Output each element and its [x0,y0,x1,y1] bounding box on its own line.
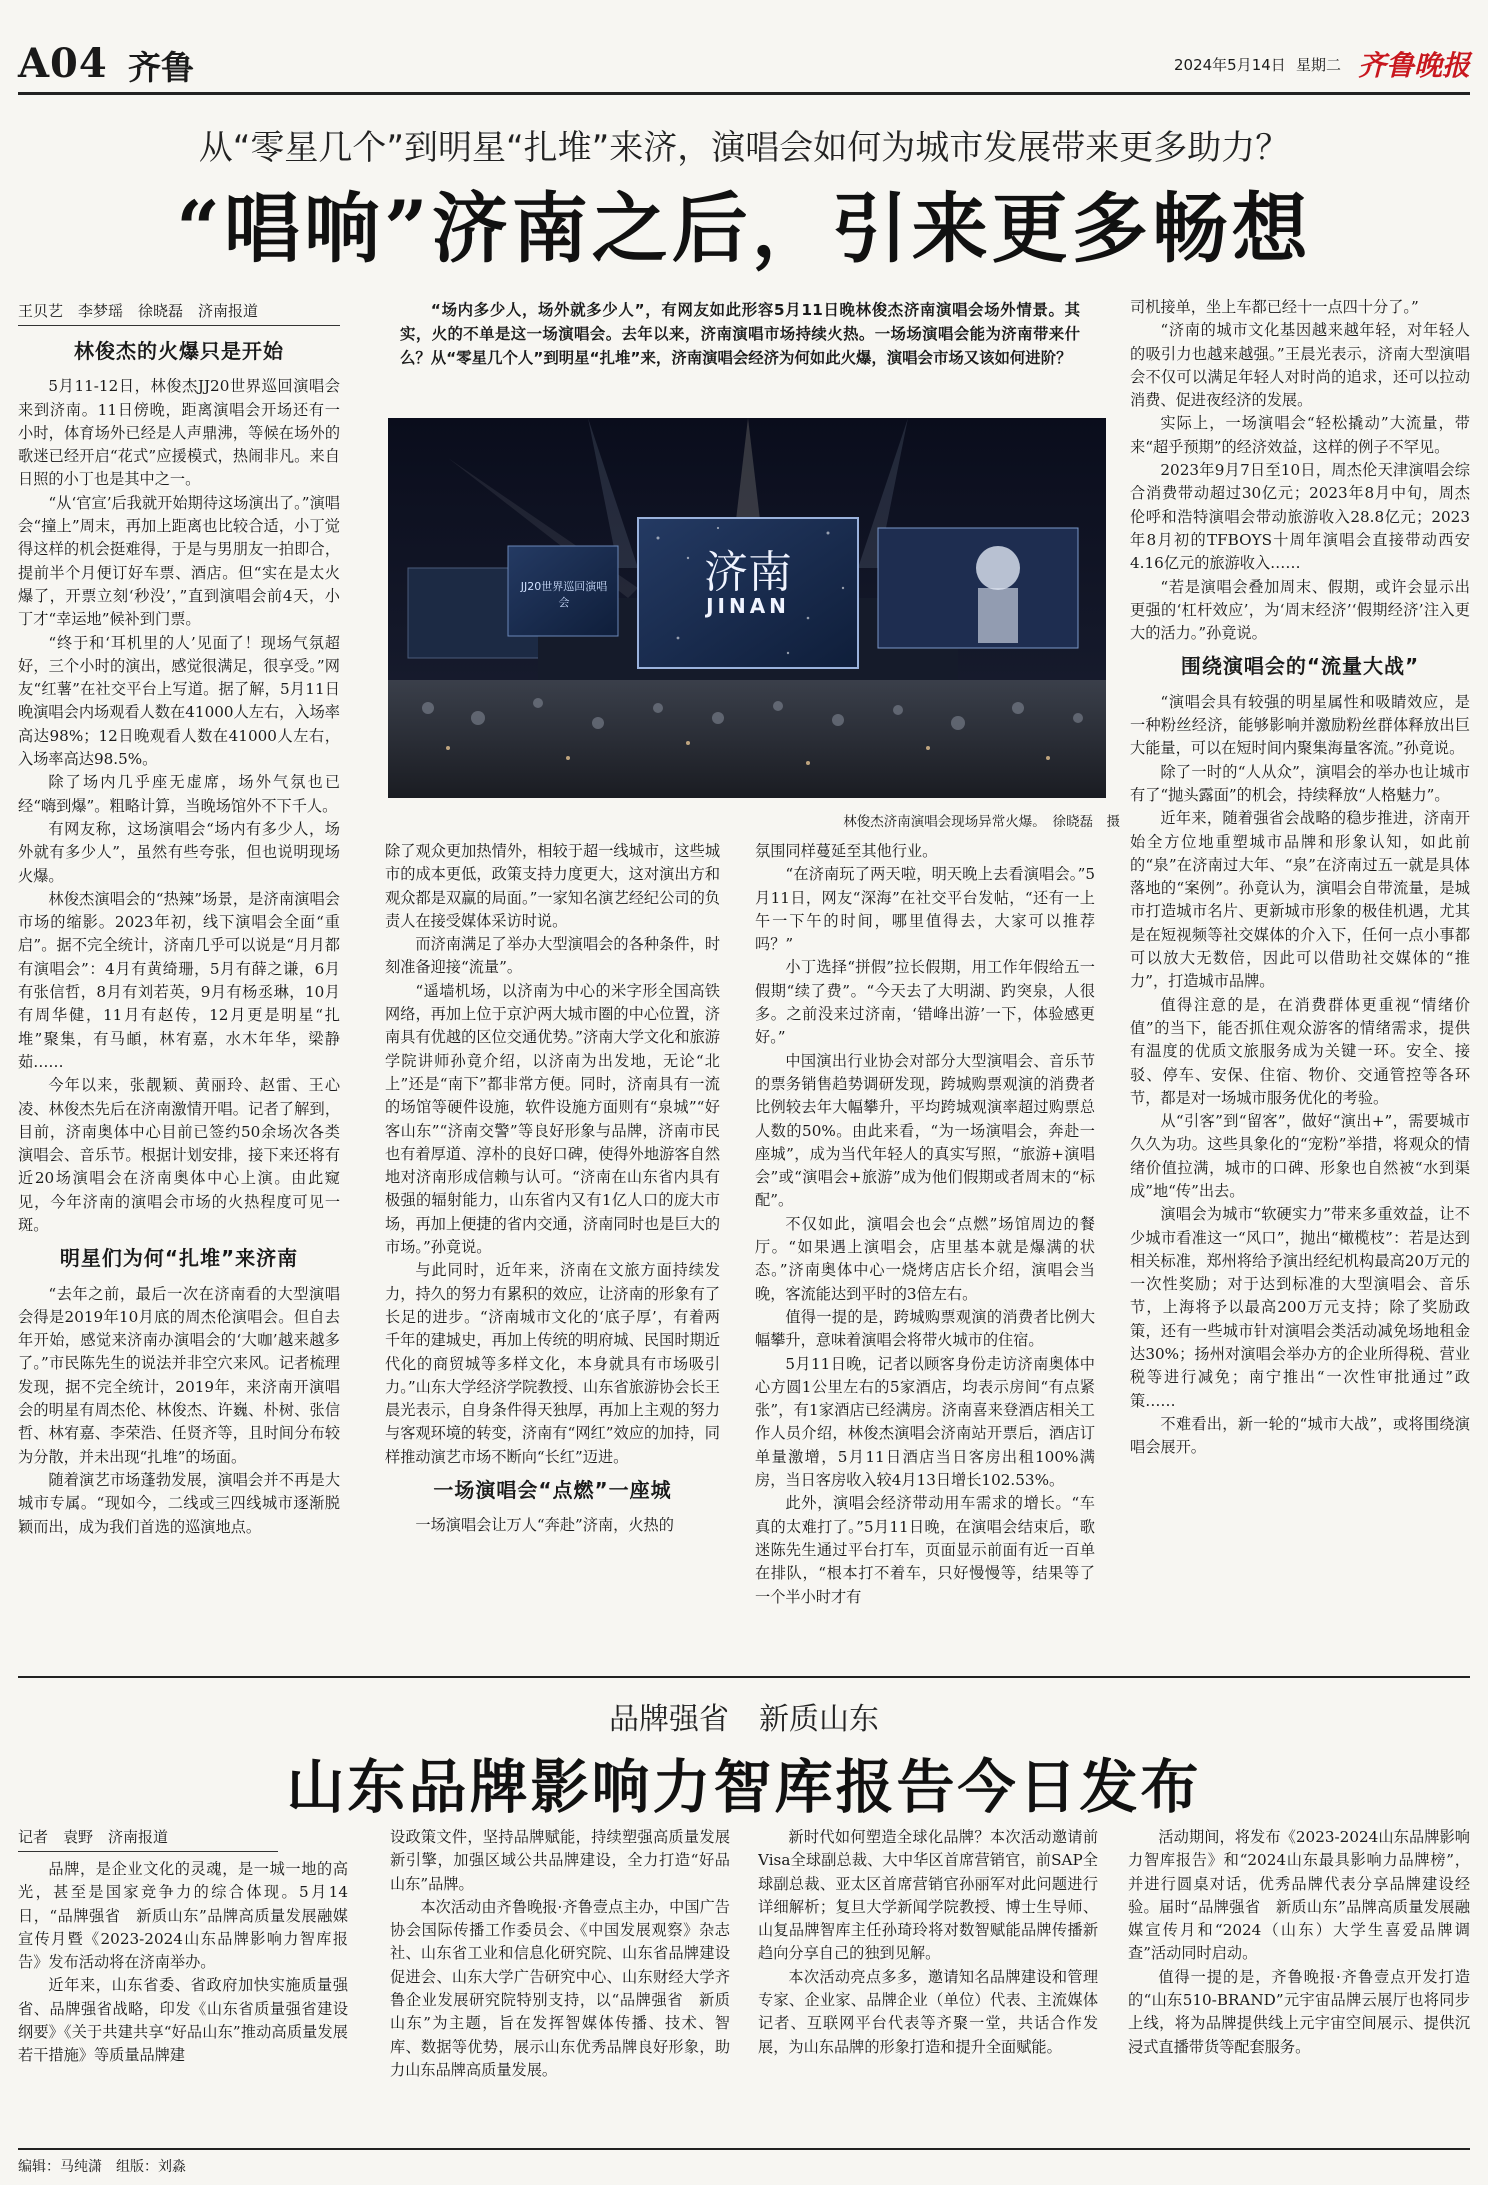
header-rule [18,92,1470,95]
paragraph: 近年来，随着强省会战略的稳步推进，济南开始全方位地重塑城市品牌和形象认知，如此前的“泉”在济南过大年、“泉”在济南过五一就是具体落地的“案例”。孙竟认为，演唱会自带流量，是城市打造城市名片、更新城市形象的极佳机遇，尤其是在短视频等社交媒体的介入下，任何一点小事都可以放大无数倍，因此可以借助社交媒体的“推力”，打造城市品牌。 [1130,809,1470,991]
article2-headline: 山东品牌影响力智库报告今日发布 [286,1753,1202,1821]
paragraph: 从“引客”到“留客”，做好“演出+”，需要城市久久为功。这些具象化的“宠粉”举措，将观众的情绪价值拉满，城市的口碑、形象也自然被“水到渠成”地“传”出去。 [1130,1112,1470,1200]
subheading: 林俊杰的火爆只是开始 [74,339,284,363]
article1-column-1 [18,330,340,1660]
paragraph: “遥墙机场，以济南为中心的米字形全国高铁网络，再加上位于京沪两大城市圈的中心位置，济南具有优越的区位交通优势。”济南大学文化和旅游学院讲师孙竟介绍，以济南为出发地，无论“北上”还是“南下”都非常方便。同时，济南具有一流的场馆等硬件设施，软件设施方面则有“泉城”“好客山东”“济南交警”等良好形象与品牌，济南市民也有着厚道、淳朴的良好口碑，使得外地游客自然地对济南形成信赖与认可。“济南在山东省内具有极强的辐射能力，山东省内又有1亿人口的庞大市场，再加上便捷的省内交通，济南同时也是巨大的市场。”孙竟说。 [385,981,720,1257]
concert-photo [388,418,1106,798]
paragraph: “从‘官宣’后我就开始期待这场演出了。”演唱会“撞上”周末，再加上距离也比较合适，小丁觉得这样的机会挺难得，于是与男朋友一拍即合，提前半个月便订好车票、酒店。但“实在是太火爆了，开票立刻‘秒没’，”直到演唱会前4天，小丁才“幸运地”候补到门票。 [18,493,340,629]
paragraph: 2023年9月7日至10日，周杰伦天津演唱会综合消费带动超过30亿元；2023年8月中旬，周杰伦呼和浩特演唱会带动旅游收入28.8亿元；2023年8月初的TFBOYS十周年演唱会直接带动西安4.16亿元的旅游收入…… [1130,461,1470,573]
paragraph: 有网友称，这场演唱会“场内有多少人，场外就有多少人”，虽然有些夸张，但也说明现场火爆。 [18,819,340,885]
paragraph: 5月11日晚，记者以顾客身份走访济南奥体中心方圆1公里左右的5家酒店，均表示房间“有点紧张”，有1家酒店已经满房。济南喜来登酒店相关工作人员介绍，林俊杰演唱会济南站开票后，酒店订单量激增，5月11日酒店当日客房出租100%满房，当日客房收入较4月13日增长102.53%。 [755,1354,1095,1490]
photo-screen-text-left: JJ20世界巡回演唱会 [520,580,608,609]
article2-column-2 [390,1826,730,2138]
section-name: 齐鲁 [128,48,194,87]
paragraph: 本次活动由齐鲁晚报·齐鲁壹点主办，中国广告协会国际传播工作委员会、《中国发展观察》杂志社、山东省工业和信息化研究院、山东省品牌建设促进会、山东大学广告研究中心、山东财经大学齐鲁企业发展研究院特别支持，以“品牌强省 新质山东”为主题，旨在发挥智媒体传播、技术、智库、数据等优势，展示山东优秀品牌良好形象，助力山东品牌高质量发展。 [390,1897,730,2079]
paragraph: 此外，演唱会经济带动用车需求的增长。“车真的太难打了。”5月11日晚，在演唱会结束后，歌迷陈先生通过平台打车，页面显示前面有近一百单在排队，“根本打不着车，只好慢慢等，结果等了一个半小时才有 [755,1494,1095,1606]
photo-screen-text-center: 济南 [704,547,792,598]
subheading: 明星们为何“扎堆”来济南 [59,1246,299,1271]
paragraph: 与此同时，近年来，济南在文旅方面持续发力，持久的努力有累积的效应，让济南的形象有了长足的进步。“济南城市文化的‘底子厚’，有着两千年的建城史，再加上传统的明府城、民国时期近代化的商贸城等多样文化，本身就具有市场吸引力。”山东大学经济学院教授、山东省旅游协会长王晨光表示，自身条件得天独厚，再加上主观的努力与客观环境的转变，济南有“网红”效应的加持，同样推动演艺市场不断向“长红”迈进。 [385,1261,720,1466]
page-code: A04 [18,40,108,87]
paragraph: 一场演唱会让万人“奔赴”济南，火热的 [415,1516,674,1535]
newspaper-logo: 齐鲁晚报 [1358,49,1471,82]
paragraph: “在济南玩了两天啦，明天晚上去看演唱会。”5月11日，网友“深海”在社交平台发帖，“还有一上午一下午的时间，哪里值得去，大家可以推荐吗？” [755,865,1095,954]
paragraph: 小丁选择“拼假”拉长假期，用工作年假给五一假期“续了费”。“今天去了大明湖、趵突泉，人很多。之前没来过济南，‘错峰出游’一下，体验感更好。” [755,958,1095,1047]
paragraph: 设政策文件，坚持品牌赋能，持续塑强高质量发展新引擎，加强区域公共品牌建设，全力打造“好品山东”品牌。 [390,1828,730,1893]
paragraph: 实际上，一场演唱会“轻松撬动”大流量，带来“超乎预期”的经济效益，这样的例子不罕见。 [1130,414,1470,456]
paragraph: “济南的城市文化基因越来越年轻，对年轻人的吸引力也越来越强。”王晨光表示，济南大型演唱会不仅可以满足年轻人对时尚的追求，还可以拉动消费、促进夜经济的发展。 [1130,321,1470,410]
paragraph: 除了观众更加热情外，相较于超一线城市，这些城市的成本更低，政策支持力度更大，这对演出方和观众都是双赢的局面。”一家知名演艺经纪公司的负责人在接受媒体采访时说。 [385,842,720,930]
paragraph: “终于和‘耳机里的人’见面了！现场气氛超好，三个小时的演出，感觉很满足，很享受。”网友“红薯”在社交平台上写道。据了解，5月11日晚演唱会内场观看人数在41000人左右，入场率高达98%；12日晚观看人数在41000人左右，入场率高达98.5%。 [18,633,340,769]
paragraph: 司机接单，坐上车都已经十一点四十分了。” [1130,298,1419,316]
paragraph: 品牌，是企业文化的灵魂，是一城一地的高光，甚至是国家竞争力的综合体现。5月14日，“品牌强省 新质山东”品牌高质量发展融媒宣传月暨《2023-2024山东品牌影响力智库报告》发布活动将在济南举办。 [18,1860,348,1972]
paragraph: 值得一提的是，齐鲁晚报·齐鲁壹点开发打造的“山东510-BRAND”元宇宙品牌云展厅也将同步上线，将为品牌提供线上元宇宙空间展示、提供沉浸式直播带货等配套服务。 [1128,1967,1470,2056]
editor-credit: 编辑：马纯潇 组版：刘淼 [18,2159,186,2175]
photo-caption: 林俊杰济南演唱会现场异常火爆。 徐晓磊 摄 [843,814,1120,830]
paragraph: 氛围同样蔓延至其他行业。 [755,842,938,860]
issue-weekday: 星期二 [1296,56,1342,74]
article1-kicker: 从“零星几个”到明星“扎堆”来济，演唱会如何为城市发展带来更多助力？ [198,128,1290,168]
article2-top-rule [18,1676,1470,1678]
article1-byline: 王贝艺 李梦瑶 徐晓磊 济南报道 [18,300,340,326]
paragraph: 除了场内几乎座无虚席，场外气氛也已经“嗨到爆”。粗略计算，当晚场馆外不下千人。 [18,773,340,815]
article2-column-1 [18,1858,348,2138]
paragraph: 今年以来，张靓颖、黄丽玲、赵雷、王心凌、林俊杰先后在济南激情开唱。记者了解到，目前，济南奥体中心目前已签约50余场次各类演唱会、音乐节。根据计划安排，接下来还将有近20场演唱会在济南奥体中心上演。由此窥见，今年济南的演唱会市场的火热程度可见一斑。 [18,1076,340,1234]
paragraph: 林俊杰演唱会的“热辣”场景，是济南演唱会市场的缩影。2023年初，线下演唱会全面“重启”。据不完全统计，济南几乎可以说是“月月都有演唱会”：4月有黄绮珊，5月有薛之谦，6月有张信哲，8月有刘若英，9月有杨丞琳，10月有周华健，11月有赵传，12月更是明星“扎堆”聚集，有马頔，林宥嘉，水木年华，梁静茹…… [18,889,340,1071]
article2-column-3 [758,1826,1098,2138]
paragraph: 而济南满足了举办大型演唱会的各种条件，时刻准备迎接“流量”。 [385,935,720,977]
article1-headline: “唱响”济南之后，引来更多畅想 [176,184,1312,273]
article1-column-3 [755,840,1095,1660]
issue-date: 2024年5月14日 [1174,56,1286,74]
subheading: 围绕演唱会的“流量大战” [1180,654,1420,679]
article2-kicker: 品牌强省 新质山东 [609,1702,879,1737]
paragraph: 值得注意的是，在消费群体更重视“情绪价值”的当下，能否抓住观众游客的情绪需求，提供有温度的优质文旅服务成为关键一环。安全、接驳、停车、安保、住宿、物价、交通管控等各环节，都是对一场城市服务优化的考验。 [1130,995,1470,1107]
paragraph: “去年之前，最后一次在济南看的大型演唱会得是2019年10月底的周杰伦演唱会。但自去年开始，感觉来济南办演唱会的‘大咖’越来越多了。”市民陈先生的说法并非空穴来风。记者梳理发现，据不完全统计，2019年，来济南开演唱会的明星有周杰伦、林俊杰、许巍、朴树、张信哲、林宥嘉、李荣浩、任贤齐等，且时间分布较为分散，并未出现“扎堆”的场面。 [18,1284,340,1466]
paragraph: 除了一时的“人从众”，演唱会的举办也让城市有了“抛头露面”的机会，持续释放“人格魅力”。 [1130,762,1470,804]
paragraph: 演唱会为城市“软硬实力”带来多重效益，让不少城市看准这一“风口”，抛出“橄榄枝”：若是达到相关标准，郑州将给予演出经纪机构最高20万元的一次性奖励；对于达到标准的大型演唱会、音乐节，上海将予以最高200万元支持；除了奖励政策，还有一些城市针对演唱会类活动减免场地租金达30%；扬州对演唱会举办方的企业所得税、营业税等进行减免；南宁推出“一次性审批通过”政策…… [1130,1205,1470,1410]
article1-column-2 [385,840,720,1660]
paragraph: 5月11-12日，林俊杰JJ20世界巡回演唱会来到济南。11日傍晚，距离演唱会开场还有一小时，体育场外已经是人声鼎沸，等候在场外的歌迷已经开启“花式”应援模式，热闹非凡。来自日照的小丁也是其中之一。 [18,377,340,489]
paragraph: 值得一提的是，跨城购票观演的消费者比例大幅攀升，意味着演唱会将带火城市的住宿。 [755,1307,1095,1350]
paragraph: 本次活动亮点多多，邀请知名品牌建设和管理专家、企业家、品牌企业（单位）代表、主流媒体记者、互联网平台代表等齐聚一堂，共话合作发展，为山东品牌的形象打造和提升全面赋能。 [758,1967,1098,2056]
article1-column-4 [1130,296,1470,1660]
article1-lead: “场内多少人，场外就多少人”，有网友如此形容5月11日晚林俊杰济南演唱会场外情景。其实，火的不单是这一场演唱会。去年以来，济南演唱市场持续火热。一场场演唱会能为济南带来什么？从“零星几个人”到明星“扎堆”来，济南演唱会经济为何如此火爆，演唱会市场又该如何进阶？ [400,301,1080,367]
subheading: 一场演唱会“点燃”一座城 [433,1478,672,1503]
photo-screen-text-center-en: JINAN [706,594,790,618]
footer-rule [18,2148,1470,2150]
paragraph: 中国演出行业协会对部分大型演唱会、音乐节的票务销售趋势调研发现，跨城购票观演的消费者比例较去年大幅攀升，平均跨城观演率超过购票总人数的50%。由此来看，“为一场演唱会，奔赴一座城”，成为当代年轻人的真实写照，“旅游+演唱会”或“演唱会+旅游”成为他们假期或者周末的“标配”。 [755,1051,1095,1210]
paragraph: 不难看出，新一轮的“城市大战”，或将围绕演唱会展开。 [1130,1414,1470,1457]
paragraph: 不仅如此，演唱会也会“点燃”场馆周边的餐厅。“如果遇上演唱会，店里基本就是爆满的状态。”济南奥体中心一烧烤店店长介绍，演唱会当晚，客流能达到平时的3倍左右。 [755,1214,1095,1303]
paragraph: 随着演艺市场蓬勃发展，演唱会并不再是大城市专属。“现如今，二线或三四线城市逐渐脱颖而出，成为我们首选的巡演地点。 [18,1470,340,1536]
paragraph: 近年来，山东省委、省政府加快实施质量强省、品牌强省战略，印发《山东省质量强省建设纲要》《关于共建共享“好品山东”推动高质量发展若干措施》等质量品牌建 [18,1976,348,2065]
paragraph: “演唱会具有较强的明星属性和吸睛效应，是一种粉丝经济，能够影响并激励粉丝群体释放出巨大能量，可以在短时间内聚集海量客流。”孙竟说。 [1130,692,1470,758]
paragraph: “若是演唱会叠加周末、假期，或许会显示出更强的‘杠杆效应’，为‘周末经济’‘假期经济’注入更大的活力。”孙竟说。 [1130,577,1470,643]
article2-byline: 记者 袁野 济南报道 [18,1826,278,1852]
article2-column-4 [1128,1826,1470,2138]
paragraph: 新时代如何塑造全球化品牌？本次活动邀请前Visa全球副总裁、大中华区首席营销官，前SAP全球副总裁、亚太区首席营销官孙丽军对此问题进行详细解析；复旦大学新闻学院教授、博士生导师、山复品牌智库主任孙琦玲将对数智赋能品牌传播新趋向分享自己的独到见解。 [758,1828,1098,1963]
paragraph: 活动期间，将发布《2023-2024山东品牌影响力智库报告》和“2024山东最具影响力品牌榜”，并进行圆桌对话，优秀品牌代表分享品牌建设经验。届时“品牌强省 新质山东”品牌高质量发展融媒宣传月和“2024（山东）大学生喜爱品牌调查”活动同时启动。 [1128,1828,1470,1963]
